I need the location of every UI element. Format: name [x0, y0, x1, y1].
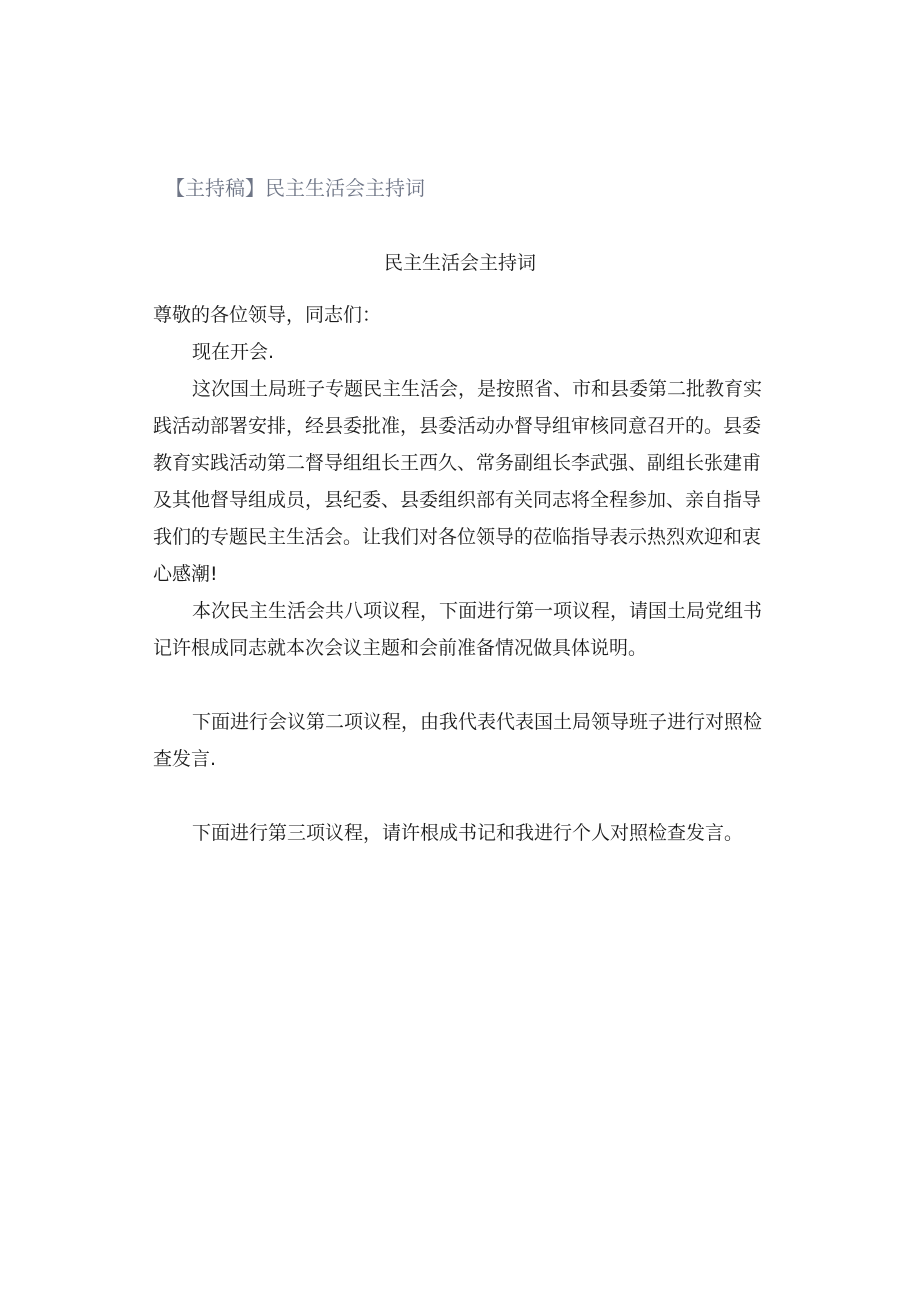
document-body: [153, 297, 773, 852]
paragraph-agenda-item-3: 下面进行第三项议程，请许根成书记和我进行个人对照检查发言。: [192, 822, 744, 844]
document-header-label: 【主持稿】民主生活会主持词: [165, 176, 425, 200]
paragraph-agenda-item-1: 本次民主生活会共八项议程，下面进行第一项议程，请国土局党组书记许根成同志就本次会议主题和会前准备情况做具体说明。: [153, 600, 763, 659]
paragraph-introduction: 这次国土局班子专题民主生活会，是按照省、市和县委第二批教育实践活动部署安排，经县委批准，县委活动办督导组审核同意召开的。县委教育实践活动第二督导组组长王西久、常务副组长李武强、副组长张建甫及其他督导组成员，县纪委、县委组织部有关同志将全程参加、亲自指导我们的专题民主生活会。让我们对各位领导的莅临指导表示热烈欢迎和衷心感潮!: [153, 378, 763, 585]
document-title: 民主生活会主持词: [383, 252, 536, 274]
paragraph-agenda-item-2: 下面进行会议第二项议程，由我代表代表国土局领导班子进行对照检查发言.: [153, 711, 763, 770]
paragraph-opening: 现在开会.: [192, 341, 275, 363]
salutation: 尊敬的各位领导，同志们：: [153, 304, 382, 326]
